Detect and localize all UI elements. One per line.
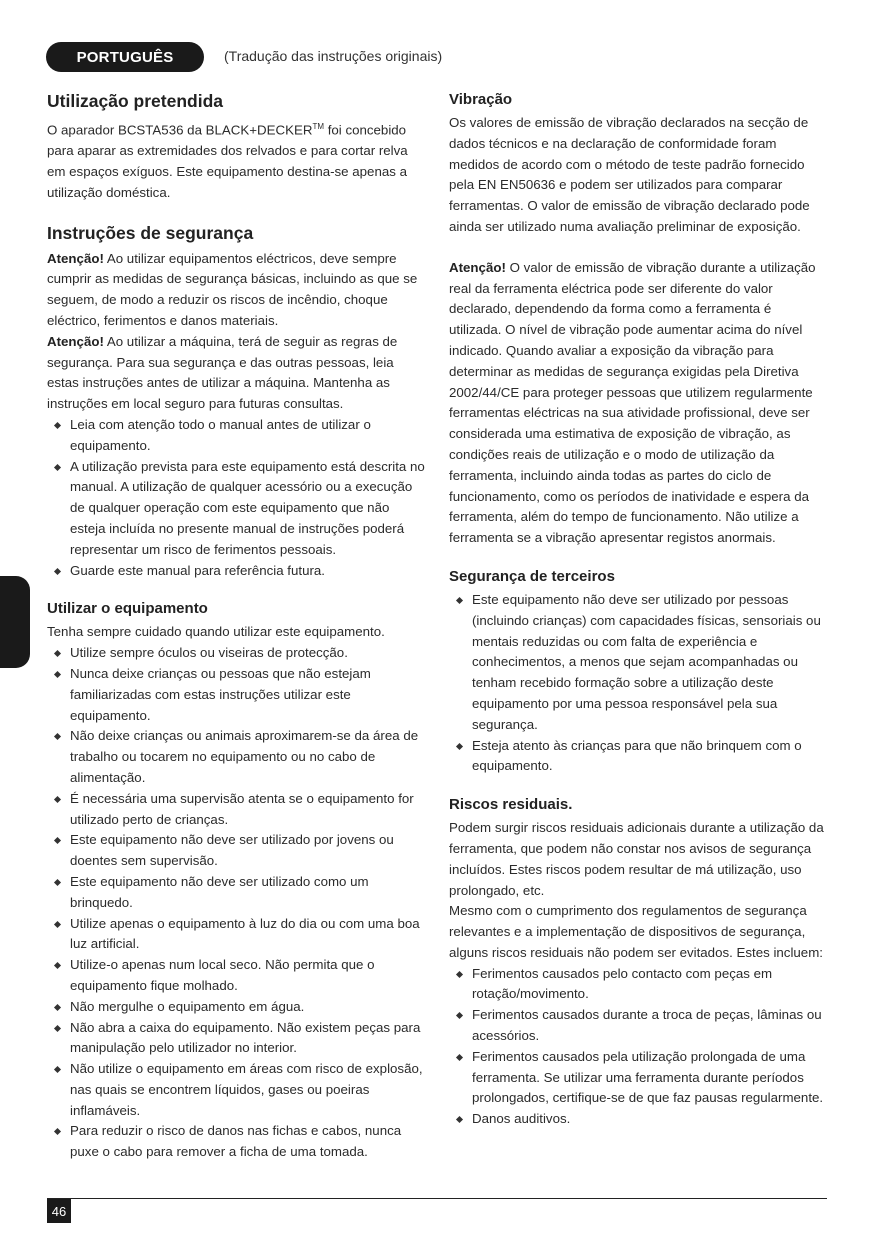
- list-item: [47, 643, 425, 664]
- vibration-title: Vibração: [449, 91, 513, 108]
- translation-subtitle: (Tradução das instruções originais): [224, 48, 443, 64]
- list-item-text: Para reduzir o risco de danos nas fichas e cabos, nunca puxe o cabo para remover a ficha de uma tomada.: [70, 1123, 402, 1160]
- list-item-text: Esteja atento às crianças para que não brinquem com o equipamento.: [472, 737, 802, 774]
- list-item-text: Este equipamento não deve ser utilizado como um brinquedo.: [70, 873, 369, 910]
- residual-risks-bullet-list: [449, 964, 827, 1130]
- residual-risks-title: Riscos residuais.: [449, 796, 573, 814]
- list-item-text: Danos auditivos.: [472, 1111, 571, 1127]
- diamond-bullet-icon: [54, 879, 61, 886]
- diamond-bullet-icon: [456, 971, 463, 978]
- warning-label: Atenção!: [449, 259, 506, 275]
- diamond-bullet-icon: [54, 796, 61, 803]
- list-item-text: Ferimentos causados durante a troca de peças, lâminas ou acessórios.: [472, 1007, 822, 1044]
- diamond-bullet-icon: [54, 837, 61, 844]
- list-item-text: Não utilize o equipamento em áreas com risco de explosão, nas quais se encontrem líquidos, gases ou poeiras inflamáveis.: [70, 1061, 423, 1118]
- safety-bullet-list: [47, 415, 425, 581]
- diamond-bullet-icon: [54, 568, 61, 575]
- list-item: [47, 872, 425, 914]
- list-item-text: Ferimentos causados pelo contacto com peças em rotação/movimento.: [472, 965, 773, 1002]
- diamond-bullet-icon: [456, 597, 463, 604]
- residual-risks-text-2: Mesmo com o cumprimento dos regulamentos de segurança relevantes e a implementação de dispositivos de segurança, alguns riscos residuais não podem ser evitados. Estes incluem:: [449, 903, 823, 960]
- right-column: [449, 90, 827, 1148]
- list-item: [47, 955, 425, 997]
- residual-risks-section: [449, 795, 827, 1130]
- footer-divider: [47, 1198, 827, 1199]
- page-number: 46: [47, 1199, 71, 1223]
- list-item: [47, 415, 425, 457]
- side-language-tab: [0, 576, 30, 668]
- using-intro: Tenha sempre cuidado quando utilizar este equipamento.: [47, 624, 385, 640]
- intended-use-title: Utilização pretendida: [47, 91, 224, 111]
- diamond-bullet-icon: [456, 1054, 463, 1061]
- list-item: [47, 457, 425, 561]
- diamond-bullet-icon: [456, 742, 463, 749]
- list-item-text: Este equipamento não deve ser utilizado por pessoas (incluindo crianças) com capacidades físicas, sensoriais ou mentais reduzidas ou com falta de experiência e conhecimentos, a menos que sejam acompanhadas ou tenham recebido formação sobre a utilização deste equipamento por uma pessoa responsável pela sua segurança.: [472, 591, 821, 732]
- third-party-section: [449, 567, 827, 777]
- list-item: [47, 789, 425, 831]
- trademark-mark: TM: [312, 122, 325, 131]
- list-item: [47, 726, 425, 788]
- list-item: [449, 1005, 827, 1047]
- warning-text: Ao utilizar equipamentos eléctricos, deve sempre cumprir as medidas de segurança básicas, incluindo as que se seguem, de modo a reduzir os riscos de incêndio, choque eléctrico, ferimentos e danos materiais.: [47, 250, 418, 328]
- using-title: Utilizar o equipamento: [47, 600, 208, 618]
- list-item-text: A utilização prevista para este equipamento está descrita no manual. A utilização de qualquer acessório ou a execução de qualquer operação com este equipamento que não esteja incluída no presente manual de instruções poderá representar um risco de ferimentos pessoais.: [70, 458, 425, 557]
- vibration-text: Os valores de emissão de vibração declarados na secção de dados técnicos e na declaração de conformidade foram medidos de acordo com o método de teste padrão fornecido pela EN EN50636 e podem ser utilizados para comparar ferramentas. O valor de emissão de vibração declarado pode ainda ser utilizado numa avaliação preliminar de exposição.: [449, 115, 810, 234]
- list-item-text: Leia com atenção todo o manual antes de utilizar o equipamento.: [70, 416, 371, 453]
- list-item: [449, 590, 827, 736]
- list-item-text: Não abra a caixa do equipamento. Não existem peças para manipulação pelo utilizador no interior.: [70, 1019, 421, 1056]
- list-item: [47, 561, 425, 582]
- list-item: [47, 830, 425, 872]
- list-item-text: Guarde este manual para referência futura.: [70, 562, 326, 578]
- list-item: [449, 736, 827, 778]
- language-badge: PORTUGUÊS: [46, 42, 204, 72]
- residual-risks-text-1: Podem surgir riscos residuais adicionais durante a utilização da ferramenta, que podem não constar nos avisos de segurança incluídos. Estes riscos podem resultar de má utilização, uso prolongado, etc.: [449, 820, 824, 898]
- warning-text: O valor de emissão de vibração durante a utilização real da ferramenta eléctrica pode ser diferente do valor declarado, dependendo da forma como a ferramenta é utilizada. O nível de vibração pode aumentar acima do nível indicado. Quando avaliar a exposição da vibração para determinar as medidas de segurança exigidas pela Diretiva 2002/44/CE para proteger pessoas que utilizem regularmente ferramentas eléctricas na sua atividade profissional, deve ser considerada uma estimativa de exposição de vibração, as condições reais de utilização e o modo de utilização da ferramenta, incluindo ainda todas as partes do ciclo de funcionamento, como os períodos de inatividade e espera da ferramenta, além do tempo de funcionamento. Não utilize a ferramenta se a vibração apresentar registos anormais.: [449, 259, 816, 546]
- diamond-bullet-icon: [54, 1128, 61, 1135]
- diamond-bullet-icon: [54, 671, 61, 678]
- list-item-text: É necessária uma supervisão atenta se o equipamento for utilizado perto de crianças.: [70, 790, 414, 827]
- list-item-text: Utilize apenas o equipamento à luz do dia ou com uma boa luz artificial.: [70, 915, 420, 952]
- safety-warning-2: [47, 332, 425, 415]
- diamond-bullet-icon: [54, 464, 61, 471]
- list-item: [449, 1047, 827, 1109]
- warning-label: Atenção!: [47, 250, 104, 266]
- list-item-text: Ferimentos causados pela utilização prolongada de uma ferramenta. Se utilizar uma ferramenta durante períodos prolongados, certifique-se de que faz pausas regularmente.: [472, 1048, 824, 1106]
- diamond-bullet-icon: [54, 920, 61, 927]
- intended-use-section: [47, 90, 425, 204]
- list-item: [449, 1109, 827, 1130]
- diamond-bullet-icon: [54, 650, 61, 657]
- diamond-bullet-icon: [54, 422, 61, 429]
- list-item-text: Utilize-o apenas num local seco. Não permita que o equipamento fique molhado.: [70, 957, 375, 993]
- list-item: [47, 914, 425, 956]
- list-item: [47, 1018, 425, 1060]
- diamond-bullet-icon: [456, 1012, 463, 1019]
- left-column: [47, 90, 425, 1181]
- list-item: [449, 964, 827, 1006]
- safety-section: [47, 222, 425, 582]
- diamond-bullet-icon: [54, 733, 61, 740]
- list-item: [47, 997, 425, 1018]
- using-section: [47, 599, 425, 1163]
- diamond-bullet-icon: [54, 962, 61, 969]
- vibration-warning: [449, 258, 827, 549]
- warning-label: Atenção!: [47, 333, 104, 349]
- vibration-section: [449, 90, 827, 549]
- third-party-title: Segurança de terceiros: [449, 567, 615, 585]
- intended-use-text-end: foi concebido para aparar as extremidades dos relvados e para cortar relva em espaços exíguos. Este equipamento destina-se apenas a utilização doméstica.: [47, 122, 408, 200]
- safety-warning-1: [47, 249, 425, 332]
- list-item-text: Nunca deixe crianças ou pessoas que não estejam familiarizadas com estas instruções utilizar este equipamento.: [70, 665, 371, 723]
- diamond-bullet-icon: [54, 1066, 61, 1073]
- list-item-text: Utilize sempre óculos ou viseiras de protecção.: [70, 645, 348, 661]
- list-item-text: Este equipamento não deve ser utilizado por jovens ou doentes sem supervisão.: [70, 832, 394, 869]
- warning-text: Ao utilizar a máquina, terá de seguir as regras de segurança. Para sua segurança e das outras pessoas, leia estas instruções antes de utilizar a máquina. Mantenha as instruções em local seguro para futuras consultas.: [47, 333, 398, 412]
- list-item: [47, 1121, 425, 1163]
- list-item: [47, 1059, 425, 1121]
- list-item-text: Não deixe crianças ou animais aproximarem-se da área de trabalho ou tocarem no equipamento ou no cabo de alimentação.: [70, 728, 419, 785]
- using-bullet-list: [47, 643, 425, 1163]
- intended-use-text-start: O aparador BCSTA536 da BLACK+DECKER: [47, 122, 313, 138]
- list-item-text: Não mergulhe o equipamento em água.: [70, 998, 305, 1014]
- diamond-bullet-icon: [54, 1004, 61, 1011]
- diamond-bullet-icon: [54, 1024, 61, 1031]
- safety-title: Instruções de segurança: [47, 222, 254, 243]
- third-party-bullet-list: [449, 590, 827, 777]
- list-item: [47, 664, 425, 726]
- intended-use-text: [47, 117, 425, 204]
- diamond-bullet-icon: [456, 1116, 463, 1123]
